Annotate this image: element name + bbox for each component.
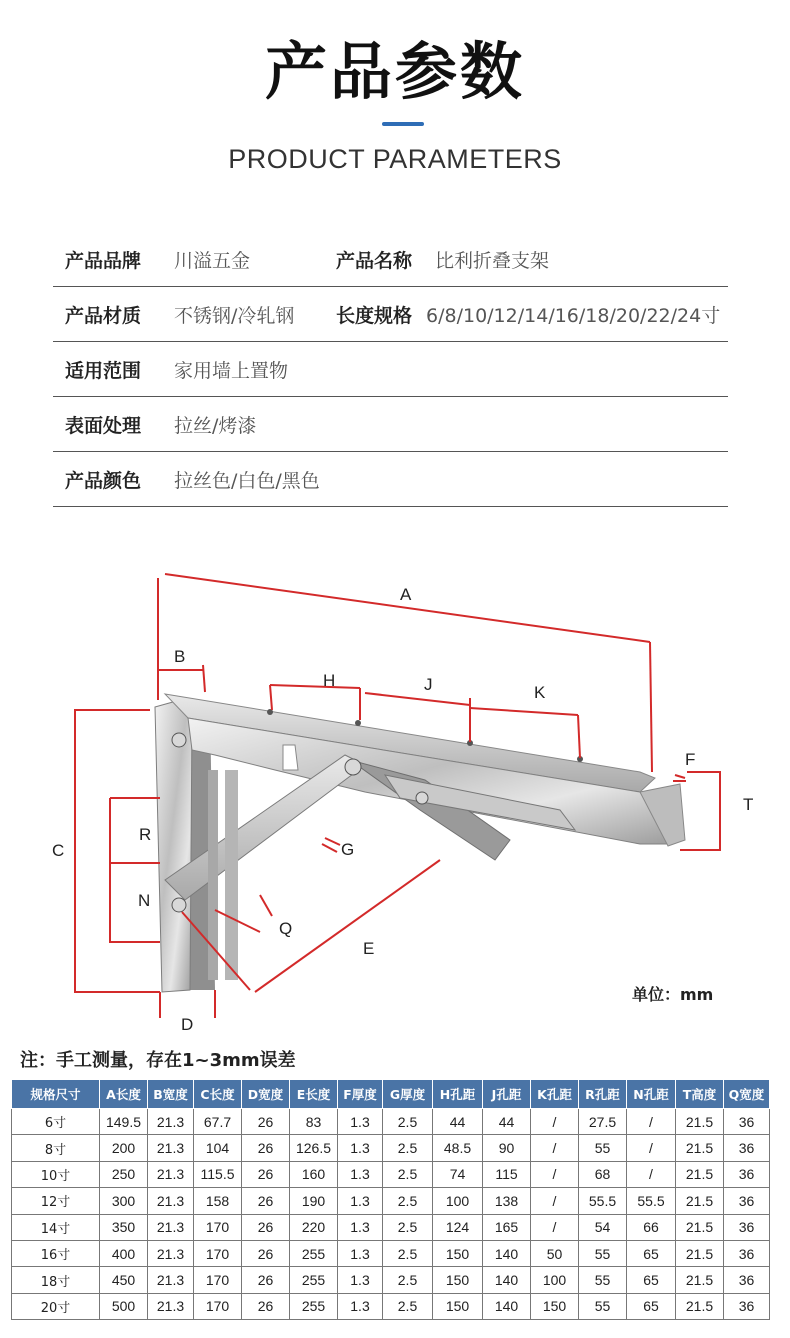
spec-cell: 138 [483,1188,531,1214]
spec-row [12,1240,770,1266]
spec-cell: 300 [100,1188,148,1214]
spec-cell: 160 [290,1161,338,1187]
spec-cell: 400 [100,1240,148,1266]
spec-cell: 21.3 [148,1135,194,1161]
param-label: 产品品牌 [65,250,142,272]
spec-header-cell: A长度 [100,1080,148,1109]
page-subtitle: PRODUCT PARAMETERS [228,144,562,174]
param-value: 拉丝色/白色/黑色 [174,470,320,492]
spec-cell: 55 [579,1267,627,1293]
spec-cell: 54 [579,1214,627,1240]
spec-cell: 8寸 [12,1135,100,1161]
spec-cell: 1.3 [338,1135,383,1161]
param-value: 6/8/10/12/14/16/18/20/22/24寸 [426,305,721,327]
spec-cell: / [531,1109,579,1135]
spec-header-cell: 规格尺寸 [12,1080,100,1109]
spec-cell: 190 [290,1188,338,1214]
dim-label-t: T [743,795,754,814]
spec-header-cell: C长度 [194,1080,242,1109]
param-value: 川溢五金 [174,250,251,272]
spec-cell: 21.5 [676,1293,724,1319]
spec-cell: / [531,1188,579,1214]
param-label: 表面处理 [65,415,142,437]
param-row [53,397,728,452]
spec-row [12,1188,770,1214]
param-label: 产品材质 [65,305,142,327]
spec-cell: 16寸 [12,1240,100,1266]
spec-cell: 170 [194,1267,242,1293]
spec-cell: 6寸 [12,1109,100,1135]
spec-cell: 26 [242,1267,290,1293]
param-label: 长度规格 [336,305,413,327]
spec-header-cell: D宽度 [242,1080,290,1109]
spec-cell: 20寸 [12,1293,100,1319]
spec-header-cell: G厚度 [383,1080,433,1109]
spec-cell: 21.3 [148,1240,194,1266]
spec-cell: 220 [290,1214,338,1240]
dim-label-r: R [139,825,152,844]
spec-cell: 170 [194,1240,242,1266]
spec-cell: 55.5 [579,1188,627,1214]
dim-label-g: G [341,840,355,859]
spec-cell: 1.3 [338,1214,383,1240]
spec-cell: 21.3 [148,1267,194,1293]
spec-cell: 36 [724,1267,770,1293]
spec-header-cell: H孔距 [433,1080,483,1109]
spec-cell: 26 [242,1109,290,1135]
spec-cell: 36 [724,1188,770,1214]
spec-cell: 50 [531,1240,579,1266]
spec-cell: 150 [433,1240,483,1266]
spec-cell: 115 [483,1161,531,1187]
measurement-note: 注：手工测量，存在1~3mm误差 [20,1050,296,1071]
dim-label-e: E [363,939,375,958]
spec-cell: 18寸 [12,1267,100,1293]
spec-cell: 55 [579,1135,627,1161]
spec-cell: 124 [433,1214,483,1240]
spec-cell: 1.3 [338,1267,383,1293]
param-row [53,452,728,507]
spec-header-cell: B宽度 [148,1080,194,1109]
spec-cell: 55 [579,1240,627,1266]
spec-cell: 21.5 [676,1188,724,1214]
param-value: 不锈钢/冷轧钢 [174,305,295,327]
spec-cell: 450 [100,1267,148,1293]
spec-cell: 2.5 [383,1214,433,1240]
param-label: 产品颜色 [65,470,142,492]
spec-cell: 100 [531,1267,579,1293]
param-value: 比利折叠支架 [435,250,550,272]
spec-cell: 65 [627,1240,676,1266]
spec-cell: 26 [242,1135,290,1161]
spec-cell: 170 [194,1293,242,1319]
spec-header-cell: Q宽度 [724,1080,770,1109]
spec-cell: 1.3 [338,1161,383,1187]
spec-cell: 66 [627,1214,676,1240]
spec-cell: 48.5 [433,1135,483,1161]
spec-cell: / [531,1161,579,1187]
spec-cell: 10寸 [12,1161,100,1187]
spec-cell: 350 [100,1214,148,1240]
spec-cell: 27.5 [579,1109,627,1135]
spec-cell: 36 [724,1214,770,1240]
spec-header-cell: J孔距 [483,1080,531,1109]
spec-row [12,1161,770,1187]
spec-header-cell: F厚度 [338,1080,383,1109]
spec-row [12,1214,770,1240]
param-row [53,342,728,397]
spec-cell: 83 [290,1109,338,1135]
spec-cell: 26 [242,1214,290,1240]
param-label: 适用范围 [65,360,142,382]
spec-cell: 140 [483,1293,531,1319]
spec-header-cell: T高度 [676,1080,724,1109]
spec-header-cell: E长度 [290,1080,338,1109]
spec-row [12,1267,770,1293]
spec-cell: 55 [579,1293,627,1319]
spec-cell: 2.5 [383,1135,433,1161]
spec-cell: 126.5 [290,1135,338,1161]
unit-label: 单位：mm [632,985,714,1004]
spec-table [11,1079,770,1320]
spec-cell: 74 [433,1161,483,1187]
spec-cell: 14寸 [12,1214,100,1240]
spec-cell: 36 [724,1293,770,1319]
spec-cell: 150 [433,1293,483,1319]
spec-cell: 149.5 [100,1109,148,1135]
param-row [53,287,728,342]
spec-cell: 55.5 [627,1188,676,1214]
parameter-list [53,232,728,507]
spec-cell: 2.5 [383,1240,433,1266]
spec-cell: 255 [290,1240,338,1266]
dim-label-b: B [174,647,186,666]
param-value: 家用墙上置物 [174,360,289,382]
spec-cell: 250 [100,1161,148,1187]
spec-cell: 150 [433,1267,483,1293]
spec-cell: 21.5 [676,1240,724,1266]
spec-cell: 21.5 [676,1161,724,1187]
spec-cell: 21.3 [148,1161,194,1187]
spec-cell: 2.5 [383,1188,433,1214]
spec-cell: 21.3 [148,1293,194,1319]
spec-cell: 255 [290,1293,338,1319]
spec-cell: 21.3 [148,1109,194,1135]
spec-cell: 104 [194,1135,242,1161]
spec-cell: 255 [290,1267,338,1293]
spec-cell: 21.5 [676,1135,724,1161]
spec-cell: 21.3 [148,1214,194,1240]
spec-cell: 170 [194,1214,242,1240]
spec-cell: 26 [242,1188,290,1214]
spec-cell: 2.5 [383,1293,433,1319]
dim-label-q: Q [279,919,293,938]
spec-cell: / [531,1214,579,1240]
spec-cell: 26 [242,1161,290,1187]
spec-cell: 68 [579,1161,627,1187]
spec-cell: 140 [483,1267,531,1293]
spec-cell: 1.3 [338,1109,383,1135]
dim-label-k: K [534,683,546,702]
spec-cell: 140 [483,1240,531,1266]
spec-cell: 21.5 [676,1267,724,1293]
spec-cell: 500 [100,1293,148,1319]
spec-cell: 44 [433,1109,483,1135]
spec-cell: 115.5 [194,1161,242,1187]
spec-cell: 36 [724,1135,770,1161]
spec-cell: 67.7 [194,1109,242,1135]
spec-cell: 2.5 [383,1267,433,1293]
bracket-dimension-diagram [40,560,770,1040]
bracket-illustration [155,694,685,992]
spec-cell: 200 [100,1135,148,1161]
spec-cell: 1.3 [338,1188,383,1214]
spec-cell: 36 [724,1240,770,1266]
spec-cell: 1.3 [338,1293,383,1319]
dim-label-f: F [685,750,696,769]
dim-label-d: D [181,1015,194,1034]
spec-cell: 150 [531,1293,579,1319]
spec-cell: 12寸 [12,1188,100,1214]
param-value: 拉丝/烤漆 [174,415,257,437]
spec-cell: 100 [433,1188,483,1214]
spec-header-cell: R孔距 [579,1080,627,1109]
spec-cell: 158 [194,1188,242,1214]
dim-label-j: J [424,675,433,694]
spec-cell: 44 [483,1109,531,1135]
spec-row [12,1109,770,1135]
dim-label-c: C [52,841,65,860]
spec-cell: 26 [242,1293,290,1319]
spec-cell: / [627,1161,676,1187]
page-title: 产品参数 [264,35,525,108]
spec-cell: 65 [627,1293,676,1319]
spec-cell: 36 [724,1161,770,1187]
spec-header-cell: K孔距 [531,1080,579,1109]
spec-cell: 36 [724,1109,770,1135]
spec-cell: 90 [483,1135,531,1161]
spec-cell: 21.5 [676,1214,724,1240]
spec-row [12,1293,770,1319]
spec-cell: 1.3 [338,1240,383,1266]
spec-cell: 2.5 [383,1161,433,1187]
dim-label-a: A [400,585,412,604]
spec-cell: 2.5 [383,1109,433,1135]
spec-cell: 21.3 [148,1188,194,1214]
dim-label-n: N [138,891,151,910]
param-label: 产品名称 [336,250,413,272]
param-row [53,232,728,287]
title-accent-bar [382,122,424,126]
dim-label-h: H [323,671,336,690]
spec-header-row [12,1080,770,1109]
spec-cell: 165 [483,1214,531,1240]
spec-cell: 21.5 [676,1109,724,1135]
spec-header-cell: N孔距 [627,1080,676,1109]
spec-row [12,1135,770,1161]
spec-cell: 26 [242,1240,290,1266]
spec-cell: / [531,1135,579,1161]
spec-cell: / [627,1135,676,1161]
spec-cell: 65 [627,1267,676,1293]
spec-cell: / [627,1109,676,1135]
